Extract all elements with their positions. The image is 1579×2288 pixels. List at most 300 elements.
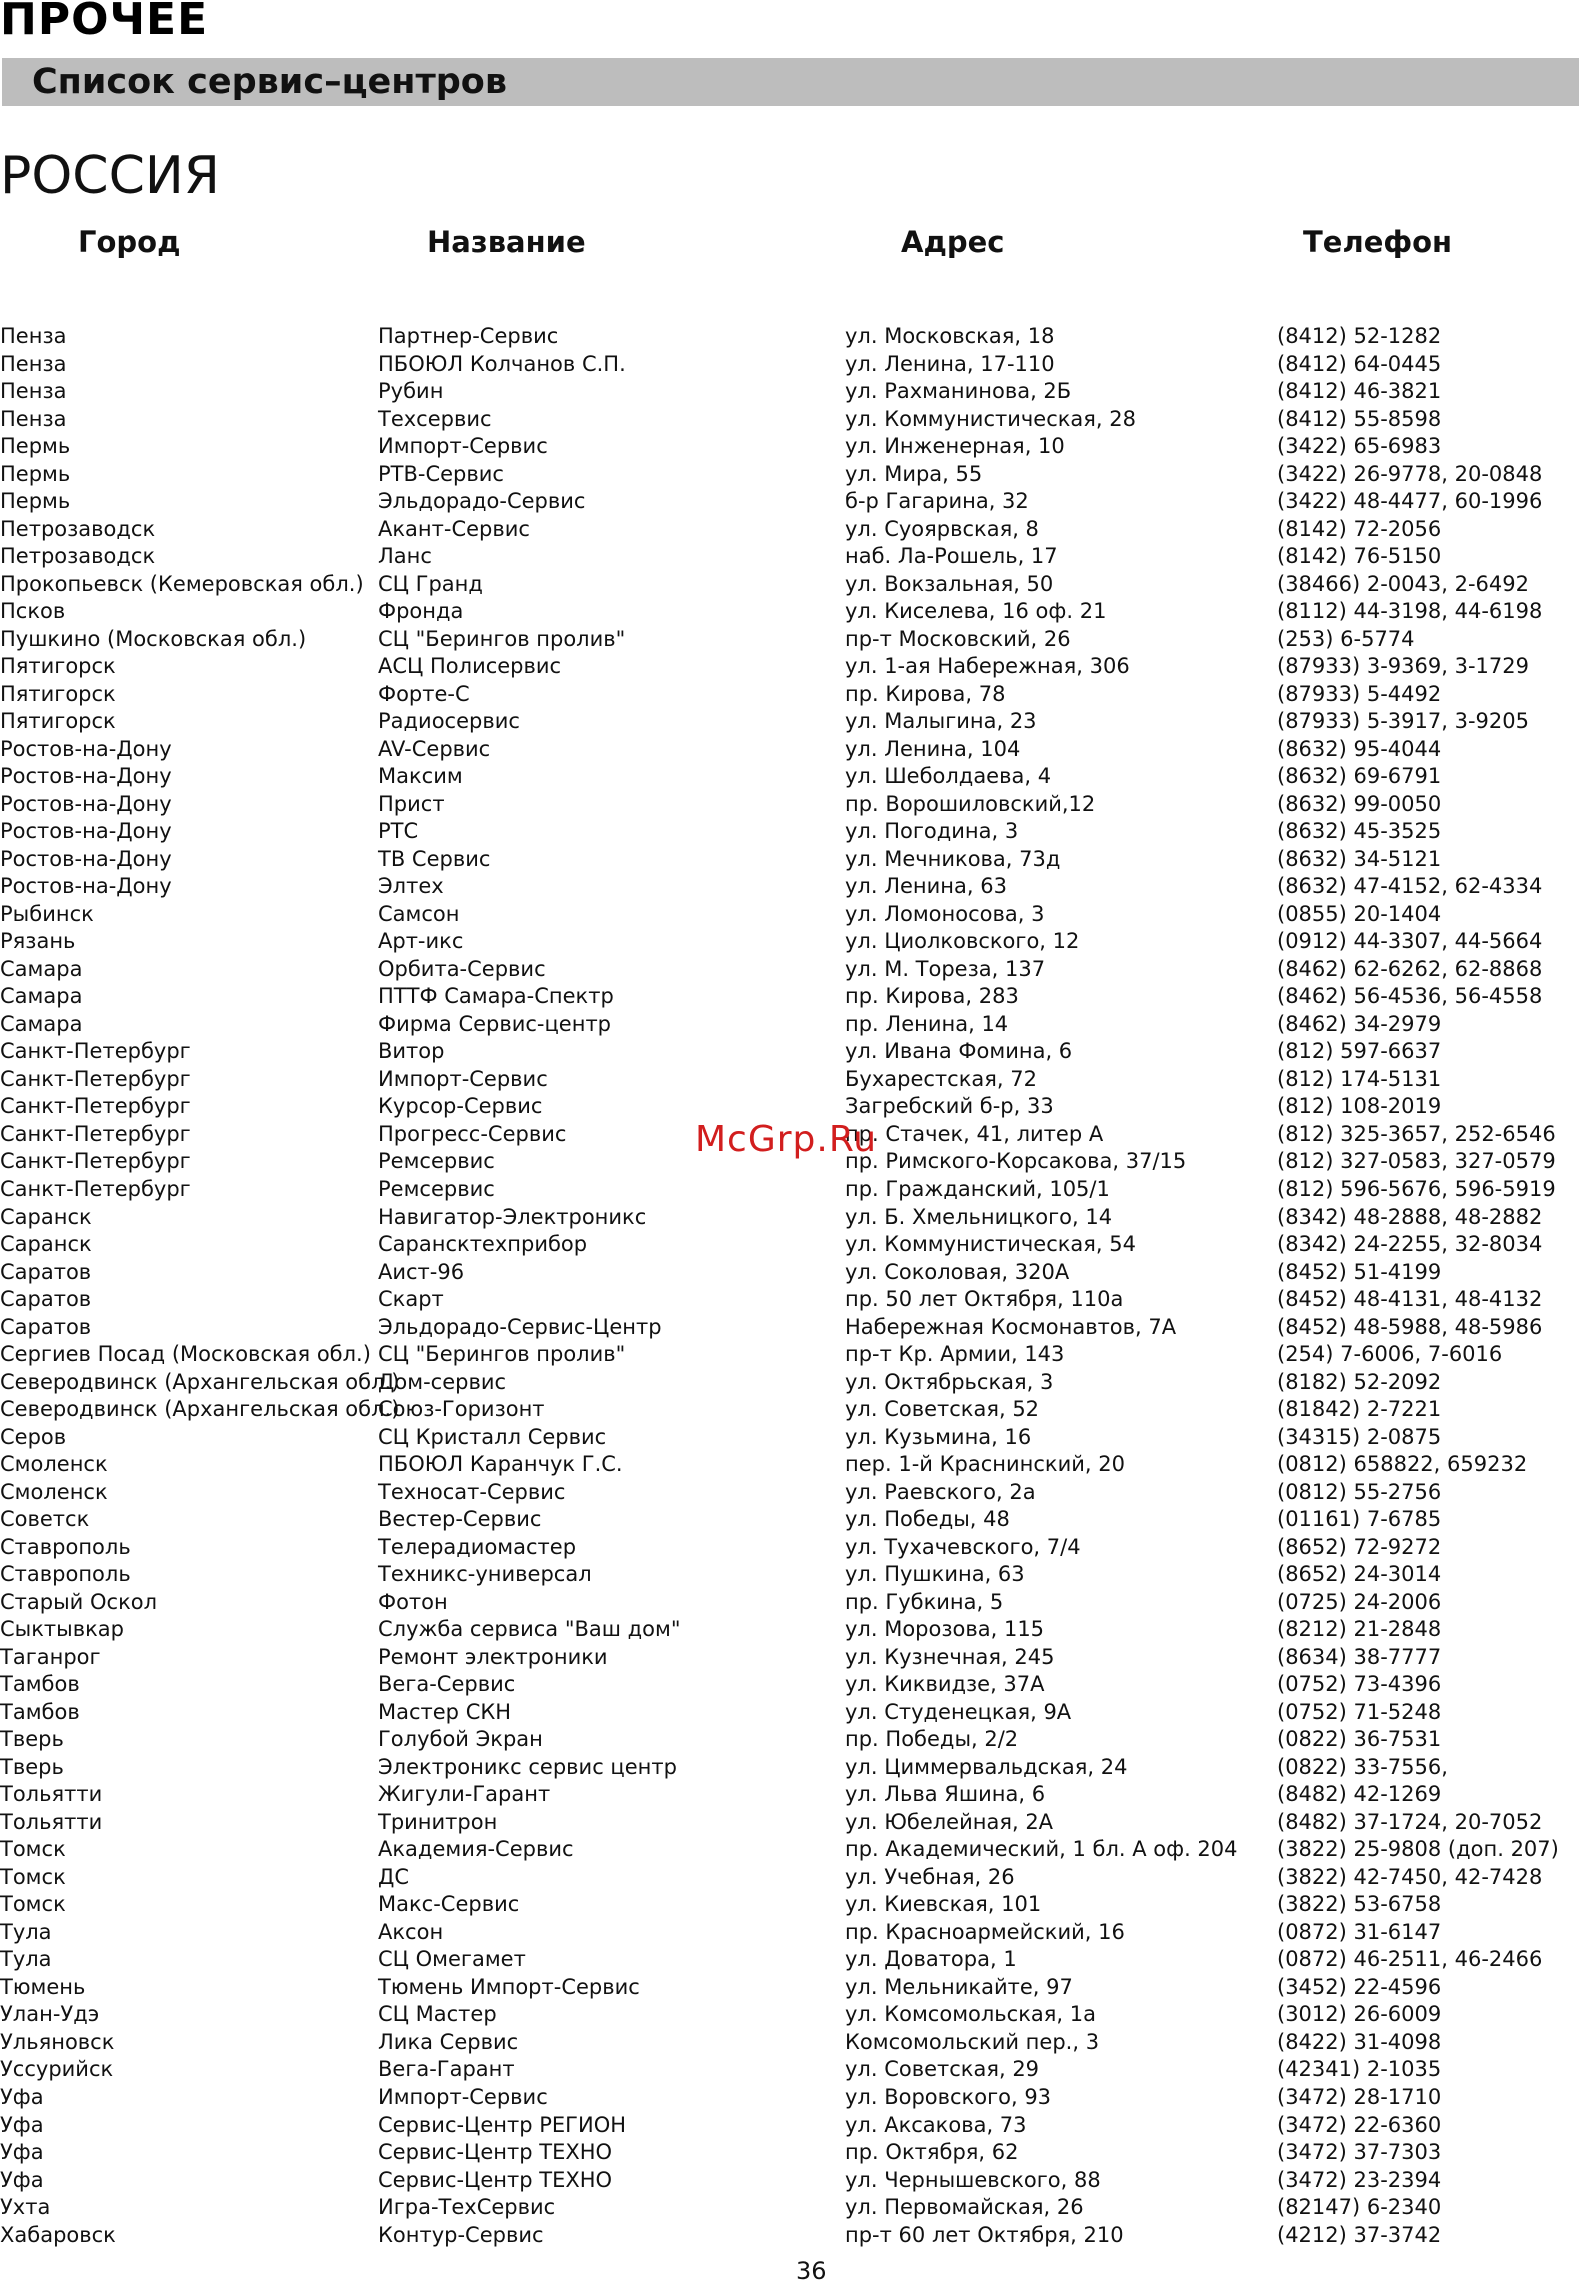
cell-address: ул. Кузьмина, 16 <box>845 1424 1032 1449</box>
cell-phone: (812) 327-0583, 327-0579 <box>1277 1149 1556 1174</box>
table-row <box>0 2194 1579 2222</box>
table-row <box>0 1038 1579 1066</box>
cell-name: Орбита-Сервис <box>378 956 546 981</box>
cell-address: пр. Губкина, 5 <box>845 1589 1004 1614</box>
cell-address: ул. Инженерная, 10 <box>845 434 1065 459</box>
table-row <box>0 901 1579 929</box>
cell-phone: (3422) 48-4477, 60-1996 <box>1277 489 1543 514</box>
cell-name: Электроникс сервис центр <box>378 1754 677 1779</box>
cell-city: Тамбов <box>0 1699 80 1724</box>
cell-name: Импорт-Сервис <box>378 1066 548 1091</box>
cell-address: пр-т Московский, 26 <box>845 626 1071 651</box>
table-row <box>0 1369 1579 1397</box>
cell-city: Санкт-Петербург <box>0 1039 191 1064</box>
table-row <box>0 488 1579 516</box>
cell-city: Старый Оскол <box>0 1589 158 1614</box>
cell-address: ул. Победы, 48 <box>845 1507 1010 1532</box>
cell-address: ул. Малыгина, 23 <box>845 709 1037 734</box>
cell-city: Ростов-на-Дону <box>0 736 172 761</box>
cell-city: Пушкино (Московская обл.) <box>0 626 307 651</box>
cell-phone: (0912) 44-3307, 44-5664 <box>1277 929 1543 954</box>
table-row <box>0 571 1579 599</box>
cell-address: ул. Воровского, 93 <box>845 2085 1052 2109</box>
cell-phone: (8634) 38-7777 <box>1277 1644 1442 1669</box>
cell-name: Академия-Сервис <box>378 1837 574 1862</box>
cell-city: Сергиев Посад (Московская обл.) <box>0 1342 371 1367</box>
cell-phone: (8462) 62-6262, 62-8868 <box>1277 956 1543 981</box>
cell-address: ул. Погодина, 3 <box>845 819 1019 844</box>
cell-name: Техникс-универсал <box>378 1562 592 1587</box>
cell-phone: (0752) 73-4396 <box>1277 1672 1442 1697</box>
cell-name: Форте-С <box>378 681 470 706</box>
cell-address: Комсомольский пер., 3 <box>845 2029 1100 2054</box>
table-row <box>0 2056 1579 2084</box>
cell-name: Ремонт электроники <box>378 1644 608 1669</box>
cell-name: Прогресс-Сервис <box>378 1121 567 1146</box>
table-row <box>0 2222 1579 2250</box>
cell-city: Уссурийск <box>0 2057 114 2082</box>
cell-city: Саратов <box>0 1259 92 1284</box>
table-row <box>0 681 1579 709</box>
cell-name: Лика Сервис <box>378 2029 519 2054</box>
cell-phone: (3422) 26-9778, 20-0848 <box>1277 461 1543 486</box>
table-row <box>0 1259 1579 1287</box>
cell-address: ул. Кузнечная, 245 <box>845 1644 1055 1669</box>
cell-city: Самара <box>0 984 83 1009</box>
cell-phone: (01161) 7-6785 <box>1277 1507 1442 1532</box>
cell-phone: (0752) 71-5248 <box>1277 1699 1442 1724</box>
cell-address: Загребский б-р, 33 <box>845 1094 1054 1119</box>
cell-name: Макс-Сервис <box>378 1892 520 1917</box>
cell-name: Служба сервиса "Ваш дом" <box>378 1617 681 1642</box>
table-row <box>0 1011 1579 1039</box>
table-row <box>0 1616 1579 1644</box>
cell-address: ул. 1-ая Набережная, 306 <box>845 654 1130 679</box>
table-row <box>0 956 1579 984</box>
cell-phone: (3472) 28-1710 <box>1277 2085 1442 2109</box>
cell-city: Рыбинск <box>0 901 94 926</box>
cell-city: Псков <box>0 599 66 624</box>
table-row <box>0 1974 1579 2002</box>
cell-name: СЦ "Берингов пролив" <box>378 626 626 651</box>
cell-address: пр-т Кр. Армии, 143 <box>845 1342 1065 1367</box>
cell-city: Петрозаводск <box>0 544 156 569</box>
cell-phone: (87933) 5-3917, 3-9205 <box>1277 709 1529 734</box>
table-row <box>0 1754 1579 1782</box>
cell-name: Вега-Гарант <box>378 2057 515 2082</box>
cell-city: Томск <box>0 1892 66 1917</box>
section-title: ПРОЧЕЕ <box>0 0 209 45</box>
cell-city: Ростов-на-Дону <box>0 791 172 816</box>
cell-name: Фирма Сервис-центр <box>378 1011 612 1036</box>
cell-phone: (253) 6-5774 <box>1277 626 1415 651</box>
cell-address: ул. Киевская, 101 <box>845 1892 1042 1917</box>
cell-name: ПТТФ Самара-Спектр <box>378 984 614 1009</box>
cell-phone: (0855) 20-1404 <box>1277 901 1442 926</box>
cell-address: ул. Мечникова, 73д <box>845 846 1061 871</box>
table-row <box>0 1864 1579 1892</box>
cell-name: ТВ Сервис <box>378 846 491 871</box>
cell-address: ул. Б. Хмельницкого, 14 <box>845 1204 1113 1229</box>
table-row <box>0 1671 1579 1699</box>
cell-city: Тольятти <box>0 1782 103 1807</box>
cell-name: Сервис-Центр РЕГИОН <box>378 2112 627 2137</box>
cell-name: СЦ Гранд <box>378 571 483 596</box>
cell-phone: (87933) 3-9369, 3-1729 <box>1277 654 1529 679</box>
cell-address: пр. Кирова, 78 <box>845 681 1006 706</box>
cell-address: ул. Тухачевского, 7/4 <box>845 1534 1081 1559</box>
cell-address: ул. Раевского, 2а <box>845 1479 1036 1504</box>
cell-address: пр. Красноармейский, 16 <box>845 1919 1125 1944</box>
cell-phone: (38466) 2-0043, 2-6492 <box>1277 571 1529 596</box>
cell-city: Тверь <box>0 1727 64 1752</box>
cell-address: ул. Мельникайте, 97 <box>845 1974 1073 1999</box>
cell-phone: (0822) 33-7556, <box>1277 1754 1448 1779</box>
cell-phone: (8462) 34-2979 <box>1277 1011 1442 1036</box>
table-row <box>0 1644 1579 1672</box>
cell-name: Контур-Сервис <box>378 2222 544 2247</box>
table-row <box>0 1919 1579 1947</box>
table-row <box>0 983 1579 1011</box>
cell-address: ул. Пушкина, 63 <box>845 1562 1025 1587</box>
cell-phone: (4212) 37-3742 <box>1277 2222 1442 2247</box>
cell-name: Курсор-Сервис <box>378 1094 543 1119</box>
cell-name: Техсервис <box>378 406 492 431</box>
cell-phone: (34315) 2-0875 <box>1277 1424 1442 1449</box>
cell-name: Партнер-Сервис <box>378 324 559 348</box>
cell-city: Ростов-на-Дону <box>0 874 172 899</box>
cell-phone: (8482) 37-1724, 20-7052 <box>1277 1809 1543 1834</box>
cell-phone: (8632) 45-3525 <box>1277 819 1442 844</box>
cell-phone: (0872) 46-2511, 46-2466 <box>1277 1947 1543 1972</box>
cell-city: Уфа <box>0 2167 44 2192</box>
cell-name: СЦ Кристалл Сервис <box>378 1424 607 1449</box>
cell-name: Ремсервис <box>378 1149 495 1174</box>
cell-name: Импорт-Сервис <box>378 2085 548 2109</box>
cell-name: СЦ Омегамет <box>378 1947 526 1972</box>
cell-address: пр. Стачек, 41, литер А <box>845 1121 1104 1146</box>
cell-address: пр. Ленина, 14 <box>845 1011 1009 1036</box>
cell-phone: (8632) 95-4044 <box>1277 736 1442 761</box>
table-row <box>0 846 1579 874</box>
cell-city: Смоленск <box>0 1452 108 1477</box>
cell-name: Телерадиомастер <box>378 1534 577 1559</box>
cell-name: Прист <box>378 791 445 816</box>
cell-address: ул. Советская, 52 <box>845 1397 1040 1422</box>
table-row <box>0 1836 1579 1864</box>
cell-city: Тверь <box>0 1754 64 1779</box>
cell-phone: (8452) 51-4199 <box>1277 1259 1442 1284</box>
cell-address: пр. 50 лет Октября, 110а <box>845 1287 1124 1312</box>
cell-city: Сыктывкар <box>0 1617 125 1642</box>
cell-phone: (254) 7-6006, 7-6016 <box>1277 1342 1503 1367</box>
cell-name: Ланс <box>378 544 432 569</box>
table-row <box>0 323 1579 351</box>
cell-address: ул. Аксакова, 73 <box>845 2112 1027 2137</box>
cell-address: ул. Доватора, 1 <box>845 1947 1017 1972</box>
cell-city: Саранск <box>0 1232 92 1257</box>
cell-name: Скарт <box>378 1287 444 1312</box>
cell-phone: (3822) 53-6758 <box>1277 1892 1442 1917</box>
table-row <box>0 2029 1579 2057</box>
cell-city: Томск <box>0 1837 66 1862</box>
table-row <box>0 1561 1579 1589</box>
cell-phone: (8482) 42-1269 <box>1277 1782 1442 1807</box>
cell-address: пр. Академический, 1 бл. А оф. 204 <box>845 1837 1238 1862</box>
cell-phone: (3012) 26-6009 <box>1277 2002 1442 2027</box>
table-row <box>0 2139 1579 2167</box>
cell-city: Тула <box>0 1919 52 1944</box>
cell-city: Ростов-на-Дону <box>0 846 172 871</box>
page-number: 36 <box>796 2257 827 2285</box>
cell-phone: (812) 325-3657, 252-6546 <box>1277 1121 1556 1146</box>
cell-address: ул. Студенецкая, 9А <box>845 1699 1072 1724</box>
cell-phone: (8212) 21-2848 <box>1277 1617 1442 1642</box>
table-row <box>0 351 1579 379</box>
cell-city: Самара <box>0 956 83 981</box>
cell-phone: (42341) 2-1035 <box>1277 2057 1442 2082</box>
cell-phone: (3822) 42-7450, 42-7428 <box>1277 1864 1543 1889</box>
table-row <box>0 461 1579 489</box>
cell-phone: (3472) 37-7303 <box>1277 2140 1442 2165</box>
cell-city: Самара <box>0 1011 83 1036</box>
cell-city: Уфа <box>0 2112 44 2137</box>
cell-city: Пермь <box>0 489 71 514</box>
cell-name: ДС <box>378 1864 410 1889</box>
cell-city: Санкт-Петербург <box>0 1149 191 1174</box>
table-row <box>0 1093 1579 1121</box>
table-row <box>0 516 1579 544</box>
table-row <box>0 1396 1579 1424</box>
cell-city: Томск <box>0 1864 66 1889</box>
cell-name: AV-Сервис <box>378 736 491 761</box>
cell-phone: (8652) 24-3014 <box>1277 1562 1442 1587</box>
header-name: Название <box>427 225 586 259</box>
cell-city: Пятигорск <box>0 681 116 706</box>
cell-city: Санкт-Петербург <box>0 1066 191 1091</box>
cell-phone: (3472) 23-2394 <box>1277 2167 1442 2192</box>
cell-address: Бухарестская, 72 <box>845 1066 1037 1091</box>
cell-name: Тринитрон <box>378 1809 498 1834</box>
cell-name: СЦ Мастер <box>378 2002 497 2027</box>
cell-name: Навигатор-Электроникс <box>378 1204 647 1229</box>
cell-address: ул. Ленина, 104 <box>845 736 1021 761</box>
table-row <box>0 1066 1579 1094</box>
cell-city: Ростов-на-Дону <box>0 819 172 844</box>
cell-address: наб. Ла-Рошель, 17 <box>845 544 1058 569</box>
cell-address: ул. Соколовая, 320А <box>845 1259 1070 1284</box>
cell-name: Союз-Горизонт <box>378 1397 545 1422</box>
cell-phone: (8652) 72-9272 <box>1277 1534 1442 1559</box>
cell-city: Пятигорск <box>0 654 116 679</box>
cell-city: Хабаровск <box>0 2222 116 2247</box>
table-row <box>0 763 1579 791</box>
cell-city: Пермь <box>0 434 71 459</box>
cell-phone: (8452) 48-5988, 48-5986 <box>1277 1314 1543 1339</box>
cell-phone: (82147) 6-2340 <box>1277 2195 1442 2220</box>
cell-address: пр. Октября, 62 <box>845 2140 1019 2165</box>
cell-address: ул. Мира, 55 <box>845 461 983 486</box>
cell-city: Саратов <box>0 1314 92 1339</box>
cell-phone: (812) 108-2019 <box>1277 1094 1442 1119</box>
cell-address: ул. Вокзальная, 50 <box>845 571 1054 596</box>
cell-phone: (81842) 2-7221 <box>1277 1397 1442 1422</box>
cell-city: Ростов-на-Дону <box>0 764 172 789</box>
table-row <box>0 2001 1579 2029</box>
cell-city: Тула <box>0 1947 52 1972</box>
cell-name: Тюмень Импорт-Сервис <box>378 1974 640 1999</box>
cell-city: Пятигорск <box>0 709 116 734</box>
cell-address: пр. Победы, 2/2 <box>845 1727 1019 1752</box>
table-row <box>0 2167 1579 2195</box>
cell-name: Мастер СКН <box>378 1699 512 1724</box>
table-row <box>0 1176 1579 1204</box>
cell-name: Арт-икс <box>378 929 464 954</box>
cell-city: Ухта <box>0 2195 51 2220</box>
cell-name: Техносат-Сервис <box>378 1479 566 1504</box>
cell-address: ул. Киквидзе, 37А <box>845 1672 1045 1697</box>
cell-address: Набережная Космонавтов, 7А <box>845 1314 1177 1339</box>
cell-phone: (0725) 24-2006 <box>1277 1589 1442 1614</box>
cell-phone: (3452) 22-4596 <box>1277 1974 1442 1999</box>
cell-phone: (812) 174-5131 <box>1277 1066 1442 1091</box>
cell-city: Саратов <box>0 1287 92 1312</box>
cell-name: Рубин <box>378 379 444 404</box>
cell-name: Максим <box>378 764 463 789</box>
cell-name: Ремсервис <box>378 1176 495 1201</box>
cell-name: РТВ-Сервис <box>378 461 504 486</box>
table-row <box>0 378 1579 406</box>
table-row <box>0 873 1579 901</box>
cell-name: Фронда <box>378 599 464 624</box>
cell-phone: (8412) 55-8598 <box>1277 406 1442 431</box>
cell-city: Санкт-Петербург <box>0 1176 191 1201</box>
cell-address: пер. 1-й Краснинский, 20 <box>845 1452 1125 1477</box>
cell-phone: (8412) 46-3821 <box>1277 379 1442 404</box>
table-row <box>0 1424 1579 1452</box>
table-row <box>0 791 1579 819</box>
cell-address: ул. Киселева, 16 оф. 21 <box>845 599 1107 624</box>
cell-city: Ульяновск <box>0 2029 115 2054</box>
table-row <box>0 543 1579 571</box>
cell-phone: (8452) 48-4131, 48-4132 <box>1277 1287 1543 1312</box>
cell-name: Акант-Сервис <box>378 516 530 541</box>
cell-name: Вестер-Сервис <box>378 1507 542 1532</box>
table-row <box>0 1479 1579 1507</box>
table-row <box>0 1946 1579 1974</box>
cell-address: ул. Ленина, 17-110 <box>845 351 1055 376</box>
cell-phone: (8632) 34-5121 <box>1277 846 1442 871</box>
table-row <box>0 433 1579 461</box>
header-address: Адрес <box>901 225 1005 259</box>
cell-name: ПБОЮЛ Каранчук Г.С. <box>378 1452 623 1477</box>
table-row <box>0 736 1579 764</box>
cell-city: Пенза <box>0 351 67 376</box>
cell-address: ул. Московская, 18 <box>845 324 1055 348</box>
watermark: McGrp.Ru <box>695 1119 878 1160</box>
cell-name: Эльдорадо-Сервис-Центр <box>378 1314 662 1339</box>
cell-city: Санкт-Петербург <box>0 1094 191 1119</box>
cell-address: б-р Гагарина, 32 <box>845 489 1029 514</box>
cell-city: Тюмень <box>0 1974 86 1999</box>
cell-phone: (812) 596-5676, 596-5919 <box>1277 1176 1556 1201</box>
table-row <box>0 1314 1579 1342</box>
cell-phone: (0812) 55-2756 <box>1277 1479 1442 1504</box>
table-row <box>0 1589 1579 1617</box>
table-row <box>0 1451 1579 1479</box>
table-row <box>0 818 1579 846</box>
cell-address: ул. Ленина, 63 <box>845 874 1007 899</box>
cell-city: Серов <box>0 1424 67 1449</box>
cell-name: Фотон <box>378 1589 448 1614</box>
cell-city: Пенза <box>0 406 67 431</box>
cell-city: Санкт-Петербург <box>0 1121 191 1146</box>
cell-name: Импорт-Сервис <box>378 434 548 459</box>
cell-city: Северодвинск (Архангельская обл.) <box>0 1369 400 1394</box>
cell-name: Жигули-Гарант <box>378 1782 551 1807</box>
cell-address: ул. Учебная, 26 <box>845 1864 1015 1889</box>
cell-name: Сервис-Центр ТЕХНО <box>378 2167 613 2192</box>
cell-phone: (8632) 47-4152, 62-4334 <box>1277 874 1543 899</box>
cell-phone: (8422) 31-4098 <box>1277 2029 1442 2054</box>
cell-city: Северодвинск (Архангельская обл.) <box>0 1397 400 1422</box>
cell-city: Уфа <box>0 2140 44 2165</box>
cell-phone: (3822) 25-9808 (доп. 207) <box>1277 1837 1559 1862</box>
cell-phone: (8182) 52-2092 <box>1277 1369 1442 1394</box>
cell-address: ул. Коммунистическая, 28 <box>845 406 1137 431</box>
table-row <box>0 1231 1579 1259</box>
table-row <box>0 1891 1579 1919</box>
cell-city: Тольятти <box>0 1809 103 1834</box>
table-row <box>0 1699 1579 1727</box>
cell-address: ул. Ивана Фомина, 6 <box>845 1039 1073 1064</box>
cell-phone: (0872) 31-6147 <box>1277 1919 1442 1944</box>
cell-phone: (3422) 65-6983 <box>1277 434 1442 459</box>
cell-name: Вега-Сервис <box>378 1672 516 1697</box>
cell-address: ул. Рахманинова, 2Б <box>845 379 1072 404</box>
cell-address: ул. Циолковского, 12 <box>845 929 1080 954</box>
cell-name: ПБОЮЛ Колчанов С.П. <box>378 351 626 376</box>
cell-address: ул. Льва Яшина, 6 <box>845 1782 1046 1807</box>
cell-address: ул. Циммервальдская, 24 <box>845 1754 1128 1779</box>
table-row <box>0 708 1579 736</box>
cell-address: ул. Комсомольская, 1а <box>845 2002 1096 2027</box>
cell-city: Ставрополь <box>0 1534 131 1559</box>
cell-address: пр. Римского-Корсакова, 37/15 <box>845 1149 1187 1174</box>
cell-name: Радиосервис <box>378 709 520 734</box>
cell-name: Сарансктехприбор <box>378 1232 588 1257</box>
cell-address: ул. М. Тореза, 137 <box>845 956 1046 981</box>
cell-name: Аксон <box>378 1919 444 1944</box>
cell-phone: (8632) 99-0050 <box>1277 791 1442 816</box>
cell-name: Аист-96 <box>378 1259 465 1284</box>
cell-phone: (8112) 44-3198, 44-6198 <box>1277 599 1543 624</box>
table-row <box>0 1781 1579 1809</box>
table-row <box>0 653 1579 681</box>
header-city: Город <box>78 225 181 259</box>
table-row <box>0 1341 1579 1369</box>
cell-city: Петрозаводск <box>0 516 156 541</box>
cell-city: Ставрополь <box>0 1562 131 1587</box>
table-row <box>0 2112 1579 2140</box>
table-row <box>0 1809 1579 1837</box>
cell-address: ул. Ломоносова, 3 <box>845 901 1045 926</box>
cell-address: ул. Коммунистическая, 54 <box>845 1232 1137 1257</box>
cell-phone: (8342) 48-2888, 48-2882 <box>1277 1204 1543 1229</box>
cell-address: ул. Советская, 29 <box>845 2057 1040 2082</box>
cell-name: Витор <box>378 1039 445 1064</box>
cell-city: Пенза <box>0 324 67 348</box>
